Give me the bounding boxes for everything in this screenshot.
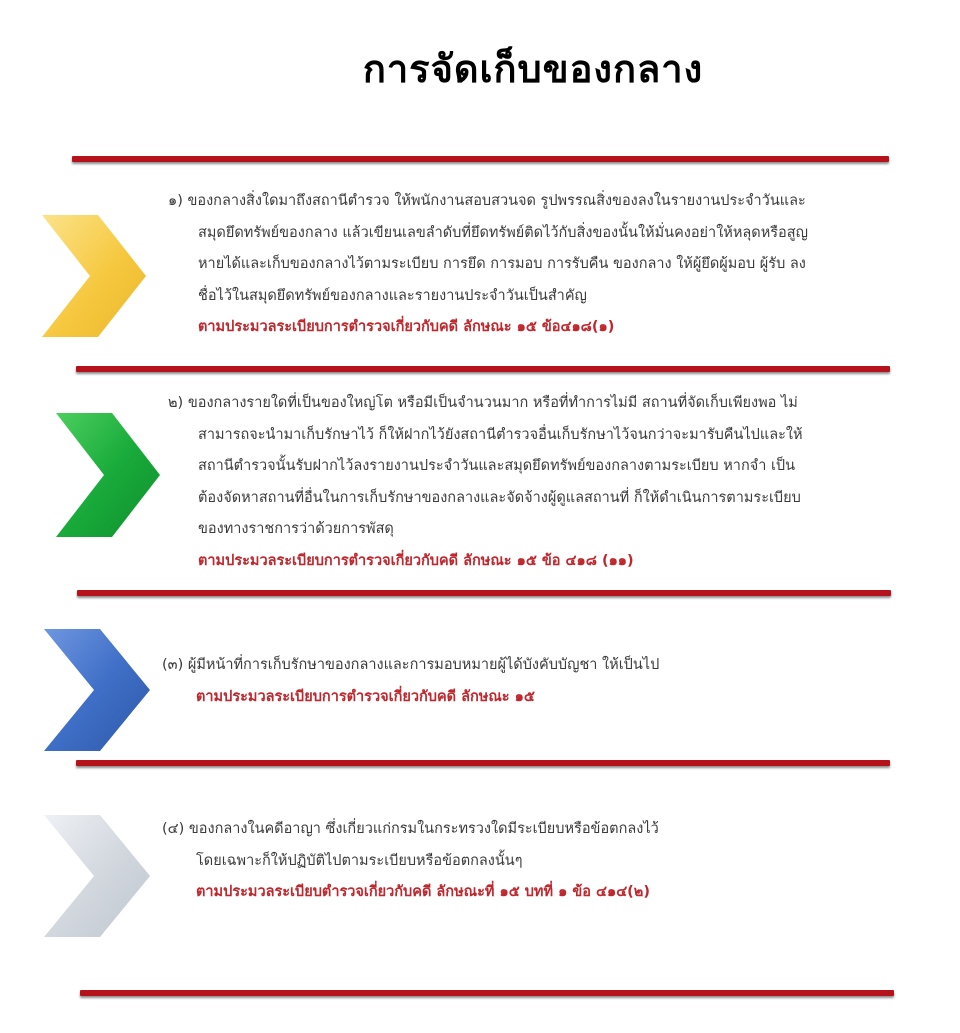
section-2-line: สามารถจะนำมาเก็บรักษาไว้ ก็ให้ฝากไว้ยังสถานีตำรวจอื่นเก็บรักษาไว้จนกว่าจะมารับคืนไปและให้: [198, 426, 803, 443]
divider-4: [76, 760, 890, 766]
section-4-text: [162, 814, 659, 909]
section-4-reference: ตามประมวลระเบียบตำรวจเกี่ยวกับคดี ลักษณะที่ ๑๕ บทที่ ๑ ข้อ ๔๑๔(๒): [196, 884, 650, 900]
section-2-text: [168, 388, 803, 577]
page-title: การจัดเก็บของกลาง: [362, 47, 704, 91]
green-chevron-icon: [54, 410, 164, 540]
section-1-line: หายได้และเก็บของกลางไว้ตามระเบียบ การยึด การมอบ การรับคืน ของกลาง ให้ผู้ยึดผู้มอบ ผู้รับ ลง: [198, 256, 806, 272]
divider-2: [76, 366, 890, 372]
section-3-reference: ตามประมวลระเบียบการตำรวจเกี่ยวกับคดี ลักษณะ ๑๕: [196, 688, 535, 705]
yellow-chevron-icon: [40, 212, 150, 340]
section-2-line: ๒) ของกลางรายใดที่เป็นของใหญ่โต หรือมีเป็นจำนวนมาก หรือที่ทำการไม่มี สถานที่จัดเก็บเพียงพอ ไม่: [168, 395, 798, 411]
divider-5: [80, 990, 894, 996]
section-1-text: [168, 186, 808, 344]
divider-3: [77, 590, 891, 596]
section-4-line: โดยเฉพาะก็ให้ปฏิบัติไปตามระเบียบหรือข้อตกลงนั้นๆ: [196, 852, 523, 869]
section-1-reference: ตามประมวลระเบียบการตำรวจเกี่ยวกับคดี ลักษณะ ๑๕ ข้อ๔๑๘(๑): [198, 319, 615, 335]
gray-chevron-icon: [42, 812, 154, 940]
section-3-line: (๓) ผู้มีหน้าที่การเก็บรักษาของกลางและการมอบหมายผู้ได้บังคับบัญชา ให้เป็นไป: [162, 657, 660, 673]
divider-1: [72, 156, 889, 162]
section-2-reference: ตามประมวลระเบียบการตำรวจเกี่ยวกับคดี ลักษณะ ๑๕ ข้อ ๔๑๘ (๑๑): [198, 552, 634, 569]
section-4-line: (๔) ของกลางในคดีอาญา ซึ่งเกี่ยวแก่กรมในกระทรวงใดมีระเบียบหรือข้อตกลงไว้: [162, 821, 659, 837]
section-1-line: สมุดยึดทรัพย์ของกลาง แล้วเขียนเลขลำดับที่ยึดทรัพย์ติดไว้กับสิ่งของนั้นให้มั่นคงอย่าให้หลุดหรือสูญ: [198, 224, 808, 241]
blue-chevron-icon: [42, 626, 154, 754]
section-1-line: ๑) ของกลางสิ่งใดมาถึงสถานีตำรวจ ให้พนักงานสอบสวนจด รูปพรรณสิ่งของลงในรายงานประจำวันและ: [168, 193, 806, 209]
section-1-line: ชื่อไว้ในสมุดยึดทรัพย์ของกลางและรายงานประจำวันเป็นสำคัญ: [198, 287, 587, 304]
section-2-line: ต้องจัดหาสถานที่อื่นในการเก็บรักษาของกลางและจัดจ้างผู้ดูแลสถานที่ ก็ให้ดำเนินการตามระเบียบ: [198, 489, 801, 506]
section-2-line: ของทางราชการว่าด้วยการพัสดุ: [198, 521, 394, 537]
section-2-line: สถานีตำรวจนั้นรับฝากไว้ลงรายงานประจำวันและสมุดยึดทรัพย์ของกลางตามระเบียบ หากจำ เป็น: [198, 458, 796, 474]
section-3-text: [162, 650, 659, 713]
